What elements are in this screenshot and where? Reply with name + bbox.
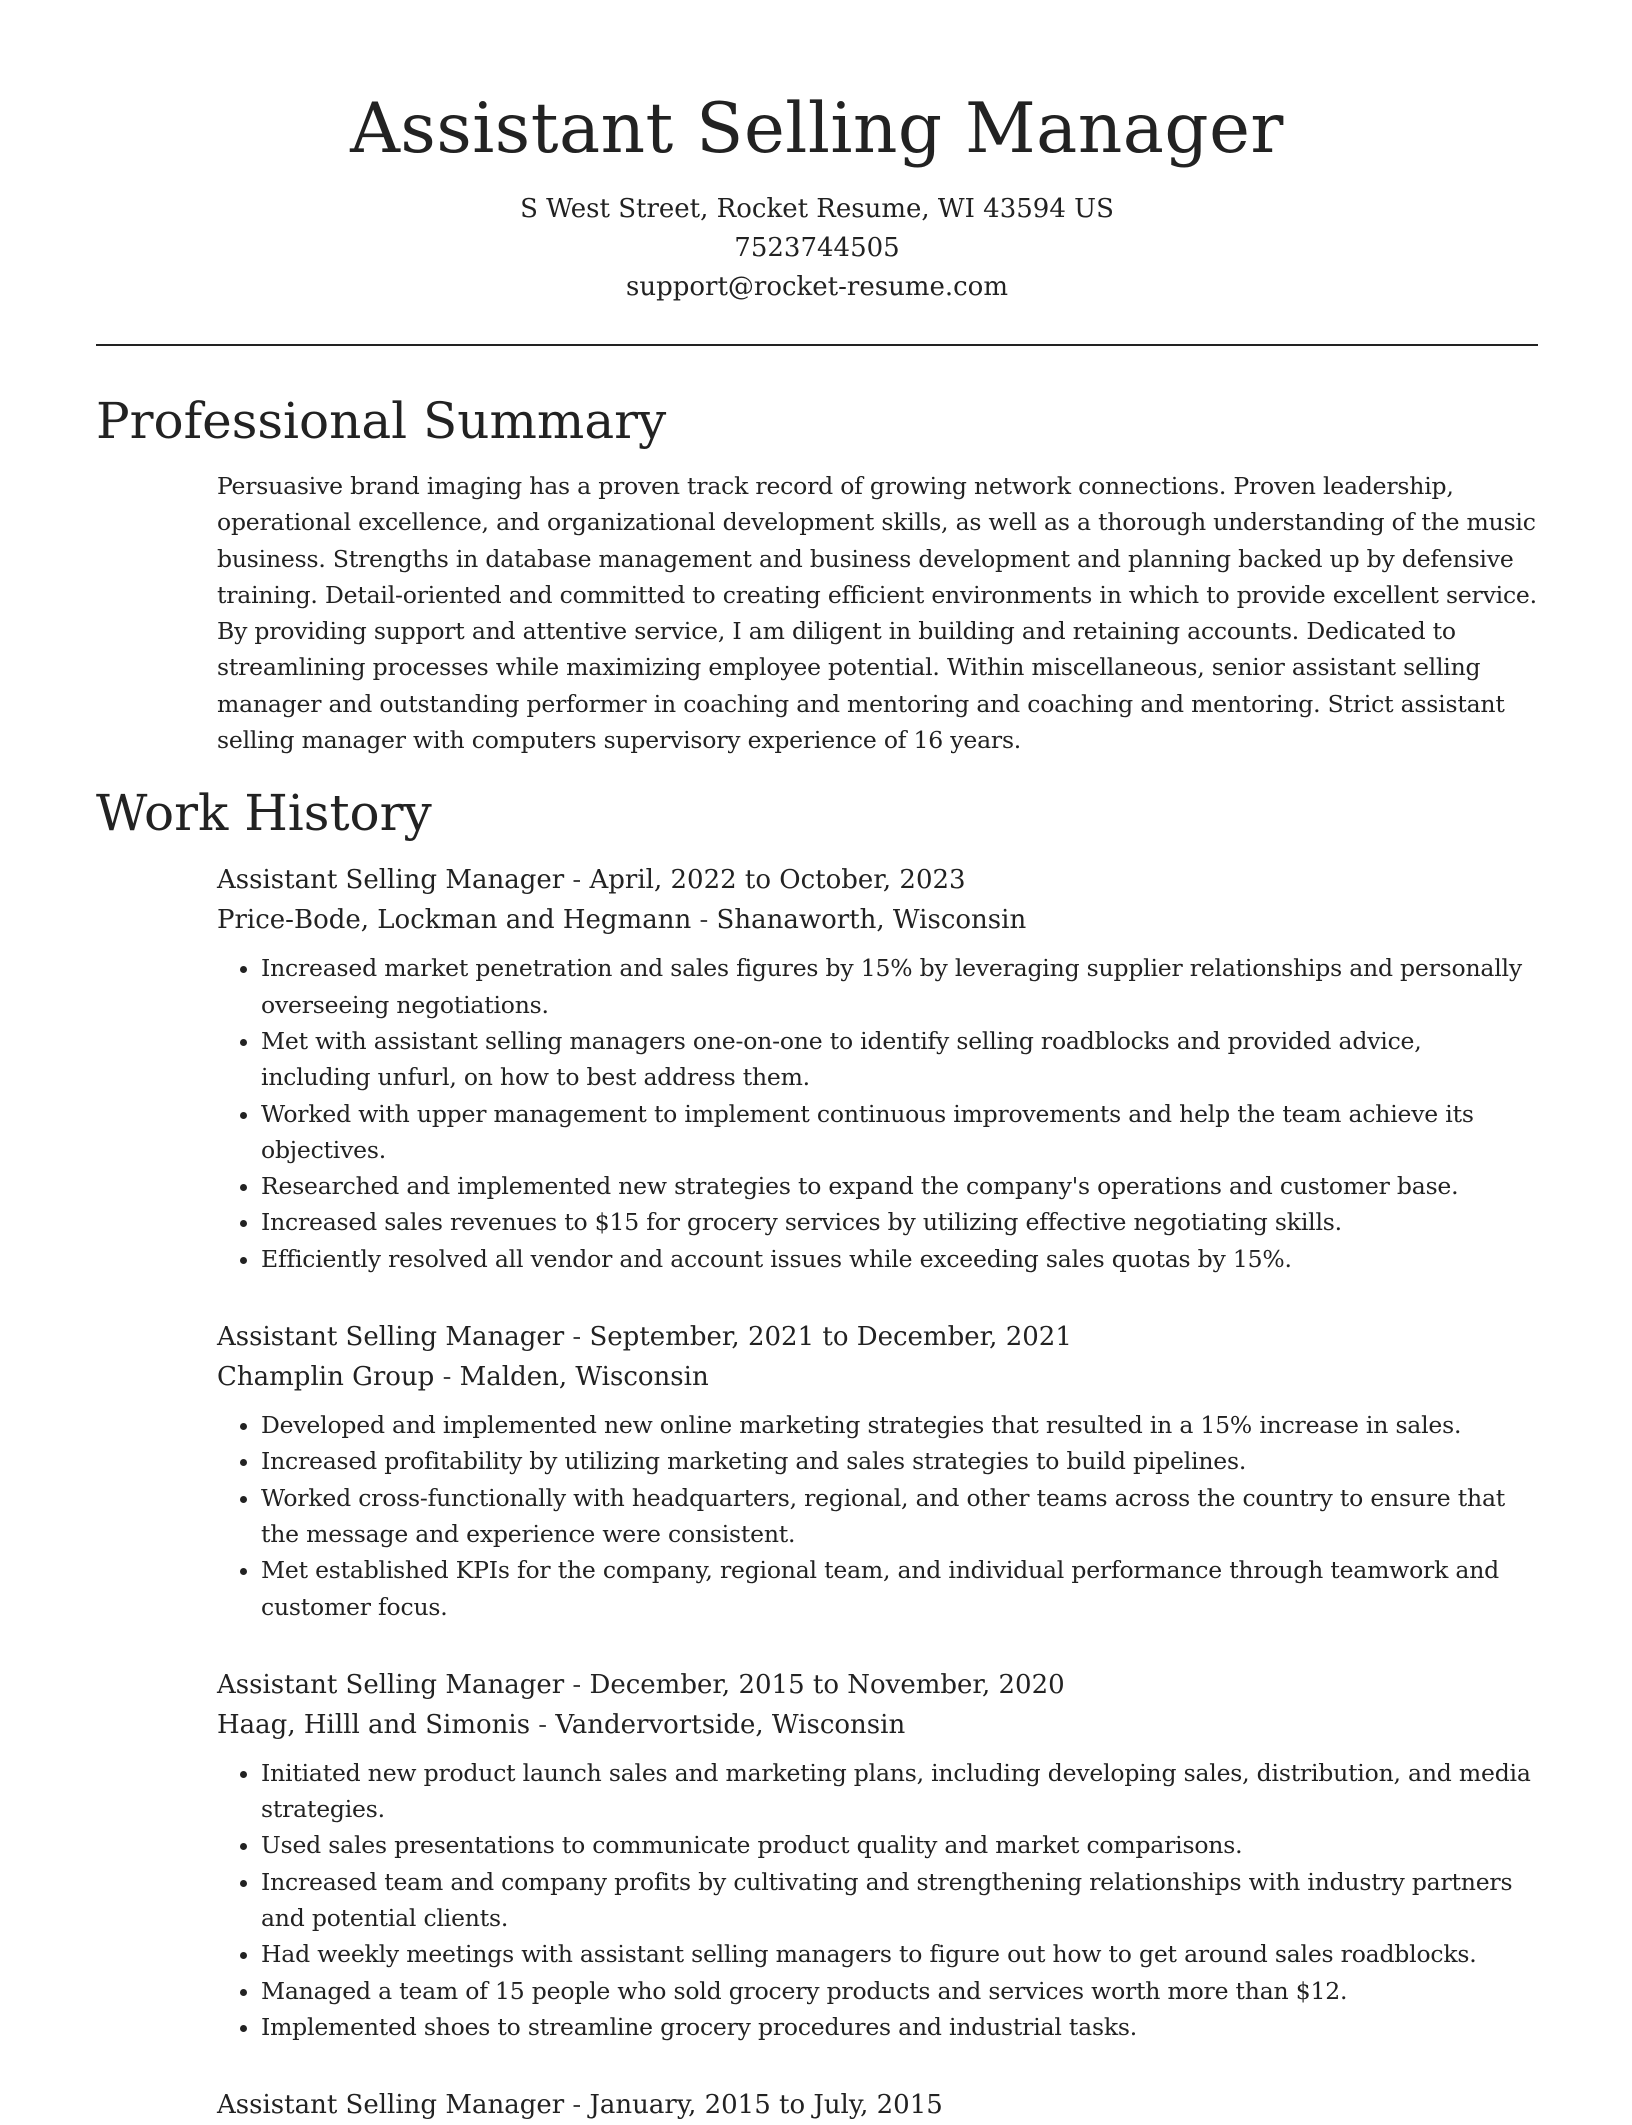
list-item: • Increased profitability by utilizing marketing and sales strategies to build pipelines. bbox=[261, 1443, 1538, 1479]
list-item: • Increased team and company profits by cultivating and strengthening relationships with industry partners and potential clients. bbox=[261, 1864, 1538, 1937]
job-role-line: Assistant Selling Manager - January, 2015 to July, 2015 bbox=[217, 2090, 943, 2121]
job-dates: April, 2022 to October, 2023 bbox=[589, 865, 966, 896]
list-item: • Met established KPIs for the company, regional team, and individual performance through teamwork and customer focus. bbox=[261, 1552, 1538, 1625]
list-item: • Worked cross-functionally with headquarters, regional, and other teams across the country to ensure that the message and experience were consistent. bbox=[261, 1480, 1538, 1553]
list-item: • Initiated new product launch sales and marketing plans, including developing sales, distribution, and media strategies. bbox=[261, 1755, 1538, 1828]
job-role-line: Assistant Selling Manager - December, 2015 to November, 2020 bbox=[217, 1669, 1065, 1700]
list-item: • Managed a team of 15 people who sold grocery products and services worth more than $12. bbox=[261, 1973, 1538, 2009]
job-location: Malden, Wisconsin bbox=[459, 1362, 709, 1393]
job-company-line: Champlin Group - Malden, Wisconsin bbox=[217, 1362, 709, 1393]
job-location: Shanaworth, Wisconsin bbox=[716, 905, 1027, 936]
job-location: Vandervortside, Wisconsin bbox=[555, 1709, 906, 1740]
job-company: Champlin Group bbox=[217, 1362, 435, 1393]
list-item: • Worked with upper management to implement continuous improvements and help the team achieve its objectives. bbox=[261, 1096, 1538, 1169]
list-item: • Increased market penetration and sales figures by 15% by leveraging supplier relationships and personally overseeing negotiations. bbox=[261, 950, 1538, 1023]
work-history-heading: Work History bbox=[96, 784, 432, 843]
list-item: • Implemented shoes to streamline grocery procedures and industrial tasks. bbox=[261, 2009, 1538, 2045]
job-company-line: Price-Bode, Lockman and Hegmann - Shanaworth, Wisconsin bbox=[217, 905, 1027, 936]
list-item: • Used sales presentations to communicate product quality and market comparisons. bbox=[261, 1827, 1538, 1863]
job-dates: December, 2015 to November, 2020 bbox=[589, 1669, 1065, 1700]
address-text: S West Street, Rocket Resume, WI 43594 US bbox=[520, 194, 1114, 224]
job-role: Assistant Selling Manager bbox=[217, 1322, 565, 1353]
job-role-line: Assistant Selling Manager - September, 2021 to December, 2021 bbox=[217, 1322, 1072, 1353]
job-bullets bbox=[217, 1755, 1538, 2045]
job-role: Assistant Selling Manager bbox=[217, 2090, 565, 2121]
job-bullets bbox=[217, 1407, 1538, 1625]
work-history-list bbox=[217, 860, 1538, 2125]
job-entry bbox=[217, 1317, 1538, 1625]
job-bullets bbox=[217, 950, 1538, 1277]
job-entry bbox=[217, 860, 1538, 1277]
job-entry bbox=[217, 2085, 1538, 2125]
summary-text: Persuasive brand imaging has a proven track record of growing network connections. Proven leadership, operational excellence, and organizational development skills, as well as a thorough understanding of the music business. Strengths in database management and business development and planning backed up by defensive training. Detail-oriented and committed to creating efficient environments in which to provide excellent service. By providing support and attentive service, I am diligent in building and retaining accounts. Dedicated to streamlining processes while maximizing employee potential. Within miscellaneous, senior assistant selling manager and outstanding performer in coaching and mentoring and coaching and mentoring. Strict assistant selling manager with computers supervisory experience of 16 years. bbox=[217, 472, 1537, 755]
page-title: Assistant Selling Manager bbox=[350, 89, 1284, 169]
list-item: • Increased sales revenues to $15 for grocery services by utilizing effective negotiating skills. bbox=[261, 1204, 1538, 1240]
list-item: • Met with assistant selling managers one-on-one to identify selling roadblocks and provided advice, including unfurl, on how to best address them. bbox=[261, 1023, 1538, 1096]
contact-block bbox=[96, 190, 1538, 307]
job-dates: September, 2021 to December, 2021 bbox=[589, 1322, 1072, 1353]
list-item: • Researched and implemented new strategies to expand the company's operations and customer base. bbox=[261, 1168, 1538, 1204]
resume-header bbox=[96, 0, 1538, 307]
header-divider bbox=[96, 344, 1538, 346]
job-entry bbox=[217, 1665, 1538, 2045]
job-role: Assistant Selling Manager bbox=[217, 865, 565, 896]
job-company: Haag, Hilll and Simonis bbox=[217, 1709, 531, 1740]
list-item: • Had weekly meetings with assistant selling managers to figure out how to get around sales roadblocks. bbox=[261, 1936, 1538, 1972]
summary-heading: Professional Summary bbox=[96, 392, 667, 450]
list-item: • Efficiently resolved all vendor and account issues while exceeding sales quotas by 15%. bbox=[261, 1241, 1538, 1277]
email-text: support@rocket-resume.com bbox=[625, 272, 1008, 302]
job-company: Price-Bode, Lockman and Hegmann bbox=[217, 905, 692, 936]
resume-page bbox=[96, 0, 1538, 2125]
job-role: Assistant Selling Manager bbox=[217, 1669, 565, 1700]
list-item: • Developed and implemented new online marketing strategies that resulted in a 15% increase in sales. bbox=[261, 1407, 1538, 1443]
job-dates: January, 2015 to July, 2015 bbox=[589, 2090, 943, 2121]
phone-text: 7523744505 bbox=[734, 233, 900, 263]
job-role-line: Assistant Selling Manager - April, 2022 to October, 2023 bbox=[217, 865, 966, 896]
job-company-line: Haag, Hilll and Simonis - Vandervortside, Wisconsin bbox=[217, 1709, 906, 1740]
